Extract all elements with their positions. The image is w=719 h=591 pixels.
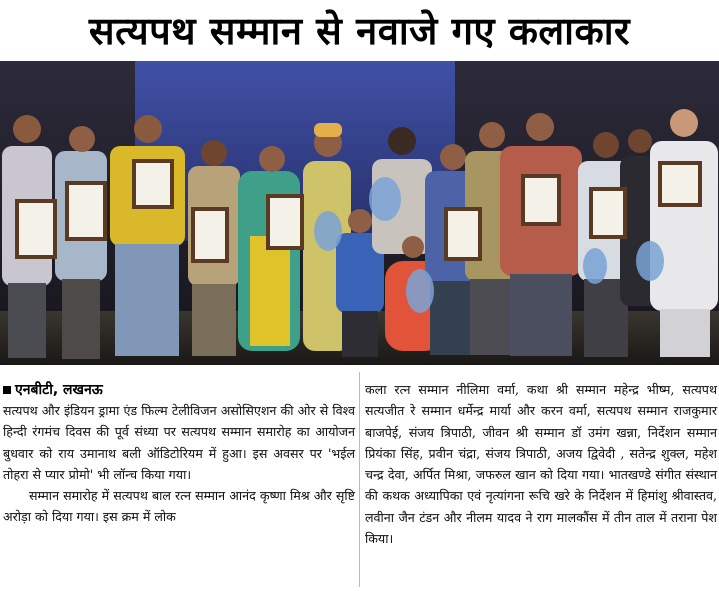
group-photo <box>0 61 719 365</box>
article-paragraph: कला रत्न सम्मान नीलिमा वर्मा, कथा श्री सम्मान महेन्द्र भीष्म, सत्यपथ सत्यजीत रे सम्मान धर्मेन्द्र मार्या और करन वर्मा, सत्यपथ सम्मान राजकुमार बाजपेई, संजय त्रिपाठी, जीवन श्री सम्मान डॉ उमंग खन्ना, निर्देशन सम्मान प्रियंका सिंह, प्रवीन चंद्रा, संजय त्रिपाठी, अजय द्विवेदी , सतेन्द्र शुक्ल, महेश चन्द्र देवा, अर्पित मिश्रा, जफरुल खान को दिया गया। भातखण्डे संगीत संस्थान की कथक अध्यापिका एवं नृत्यांगना रूचि खरे के निर्देशन में हिमांशु श्रीवास्तव, लवीना जैन टंडन और नीलम यादव ने राग मालकौंस में तीन ताल में तराना पेश किया। <box>365 382 717 547</box>
article-column-left <box>3 400 355 528</box>
article-paragraph: सम्मान समारोह में सत्यपथ बाल रत्न सम्मान आनंद कृष्णा मिश्र और सृष्टि अरोड़ा को दिया गया। इस क्रम में लोक <box>3 488 355 525</box>
article-paragraph: सत्यपथ और इंडियन ड्रामा एंड फिल्म टेलीविजन असोसिएशन की ओर से विश्व हिन्दी रंगमंच दिवस की पूर्व संध्या पर सत्यपथ सम्मान समारोह का आयोजन बुधवार को राय उमानाथ बली ऑडिटोरियम में हुआ। इस अवसर पर 'भईल तोहरा से प्यार प्रोमो' भी लॉन्च किया गया। <box>3 403 355 482</box>
article-column-right <box>365 379 717 549</box>
byline-bullet-icon <box>3 386 11 394</box>
headline: सत्यपथ सम्मान से नवाजे गए कलाकार <box>88 9 631 53</box>
byline <box>3 380 103 399</box>
column-divider <box>359 372 360 587</box>
byline-text: एनबीटी, लखनऊ <box>15 382 103 398</box>
